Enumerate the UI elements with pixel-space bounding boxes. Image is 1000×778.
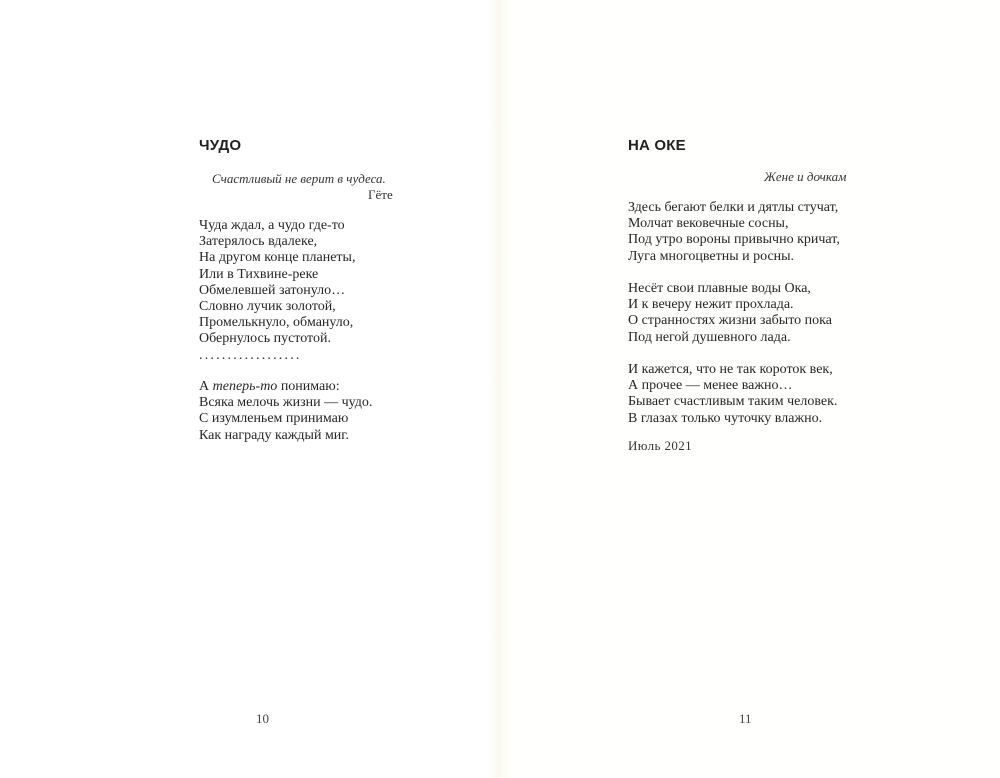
poem-stanza-2 — [199, 379, 372, 444]
epigraph-text: Счастливый не верит в чудеса. — [212, 171, 386, 186]
right-page — [500, 0, 1000, 778]
verse-line: И к вечеру нежит прохлада. — [628, 297, 794, 313]
dedication: Жене и дочкам — [764, 169, 847, 184]
verse-line: О странностях жизни забыто пока — [628, 313, 832, 329]
poem-stanza-3 — [628, 362, 837, 427]
verse-line: Несёт свои плавные воды Ока, — [628, 281, 811, 296]
page-number-right: 11 — [739, 711, 752, 726]
poem-stanza-2 — [628, 281, 832, 346]
verse-line: Или в Тихвине-реке — [199, 266, 319, 282]
verse-line: Бывает счастливым таким человек. — [628, 394, 838, 410]
epigraph-author: Гёте — [368, 187, 393, 202]
poem-date: Июль 2021 — [628, 438, 693, 453]
verse-line: В глазах только чуточку влажно. — [628, 410, 823, 426]
verse-line: На другом конце планеты, — [199, 250, 356, 266]
verse-line: Как награду каждый миг. — [199, 427, 349, 443]
poem-stanza-1 — [199, 218, 355, 364]
verse-line: А прочее — менее важно… — [628, 378, 793, 394]
emphasized-word: теперь-то — [212, 379, 278, 394]
verse-line: Под утро вороны привычно кричат, — [628, 232, 840, 248]
poem-title-chudo: ЧУДО — [199, 137, 242, 154]
verse-line: Затерялось вдалеке, — [199, 234, 318, 250]
verse-line: Под негой душевного лада. — [628, 329, 791, 345]
verse-line: Здесь бегают белки и дятлы стучат, — [628, 200, 839, 215]
verse-line: Обмелевшей затонуло… — [199, 282, 346, 298]
poem-stanza-1 — [628, 200, 840, 265]
page-number-left: 10 — [256, 711, 269, 726]
verse-line: Словно лучик золотой, — [199, 299, 336, 315]
verse-suffix: понимаю: — [277, 379, 340, 394]
verse-line: Обернулось пустотой. — [199, 331, 331, 347]
verse-line — [199, 379, 372, 395]
verse-prefix: А — [199, 379, 213, 394]
verse-line: С изумленьем принимаю — [199, 411, 349, 427]
verse-line: Чуда ждал, а чудо где-то — [199, 218, 345, 233]
verse-line: Всяка мелочь жизни — чудо. — [199, 395, 373, 411]
poem-title-na-oke: НА ОКЕ — [628, 137, 686, 154]
verse-line: Молчат вековечные сосны, — [628, 216, 789, 232]
book-gutter — [488, 0, 512, 778]
verse-line: Промелькнуло, обмануло, — [199, 315, 354, 331]
verse-line: Луга многоцветны и росны. — [628, 248, 795, 264]
omission-dots: .................. — [199, 347, 302, 363]
verse-line: И кажется, что не так короток век, — [628, 362, 833, 377]
